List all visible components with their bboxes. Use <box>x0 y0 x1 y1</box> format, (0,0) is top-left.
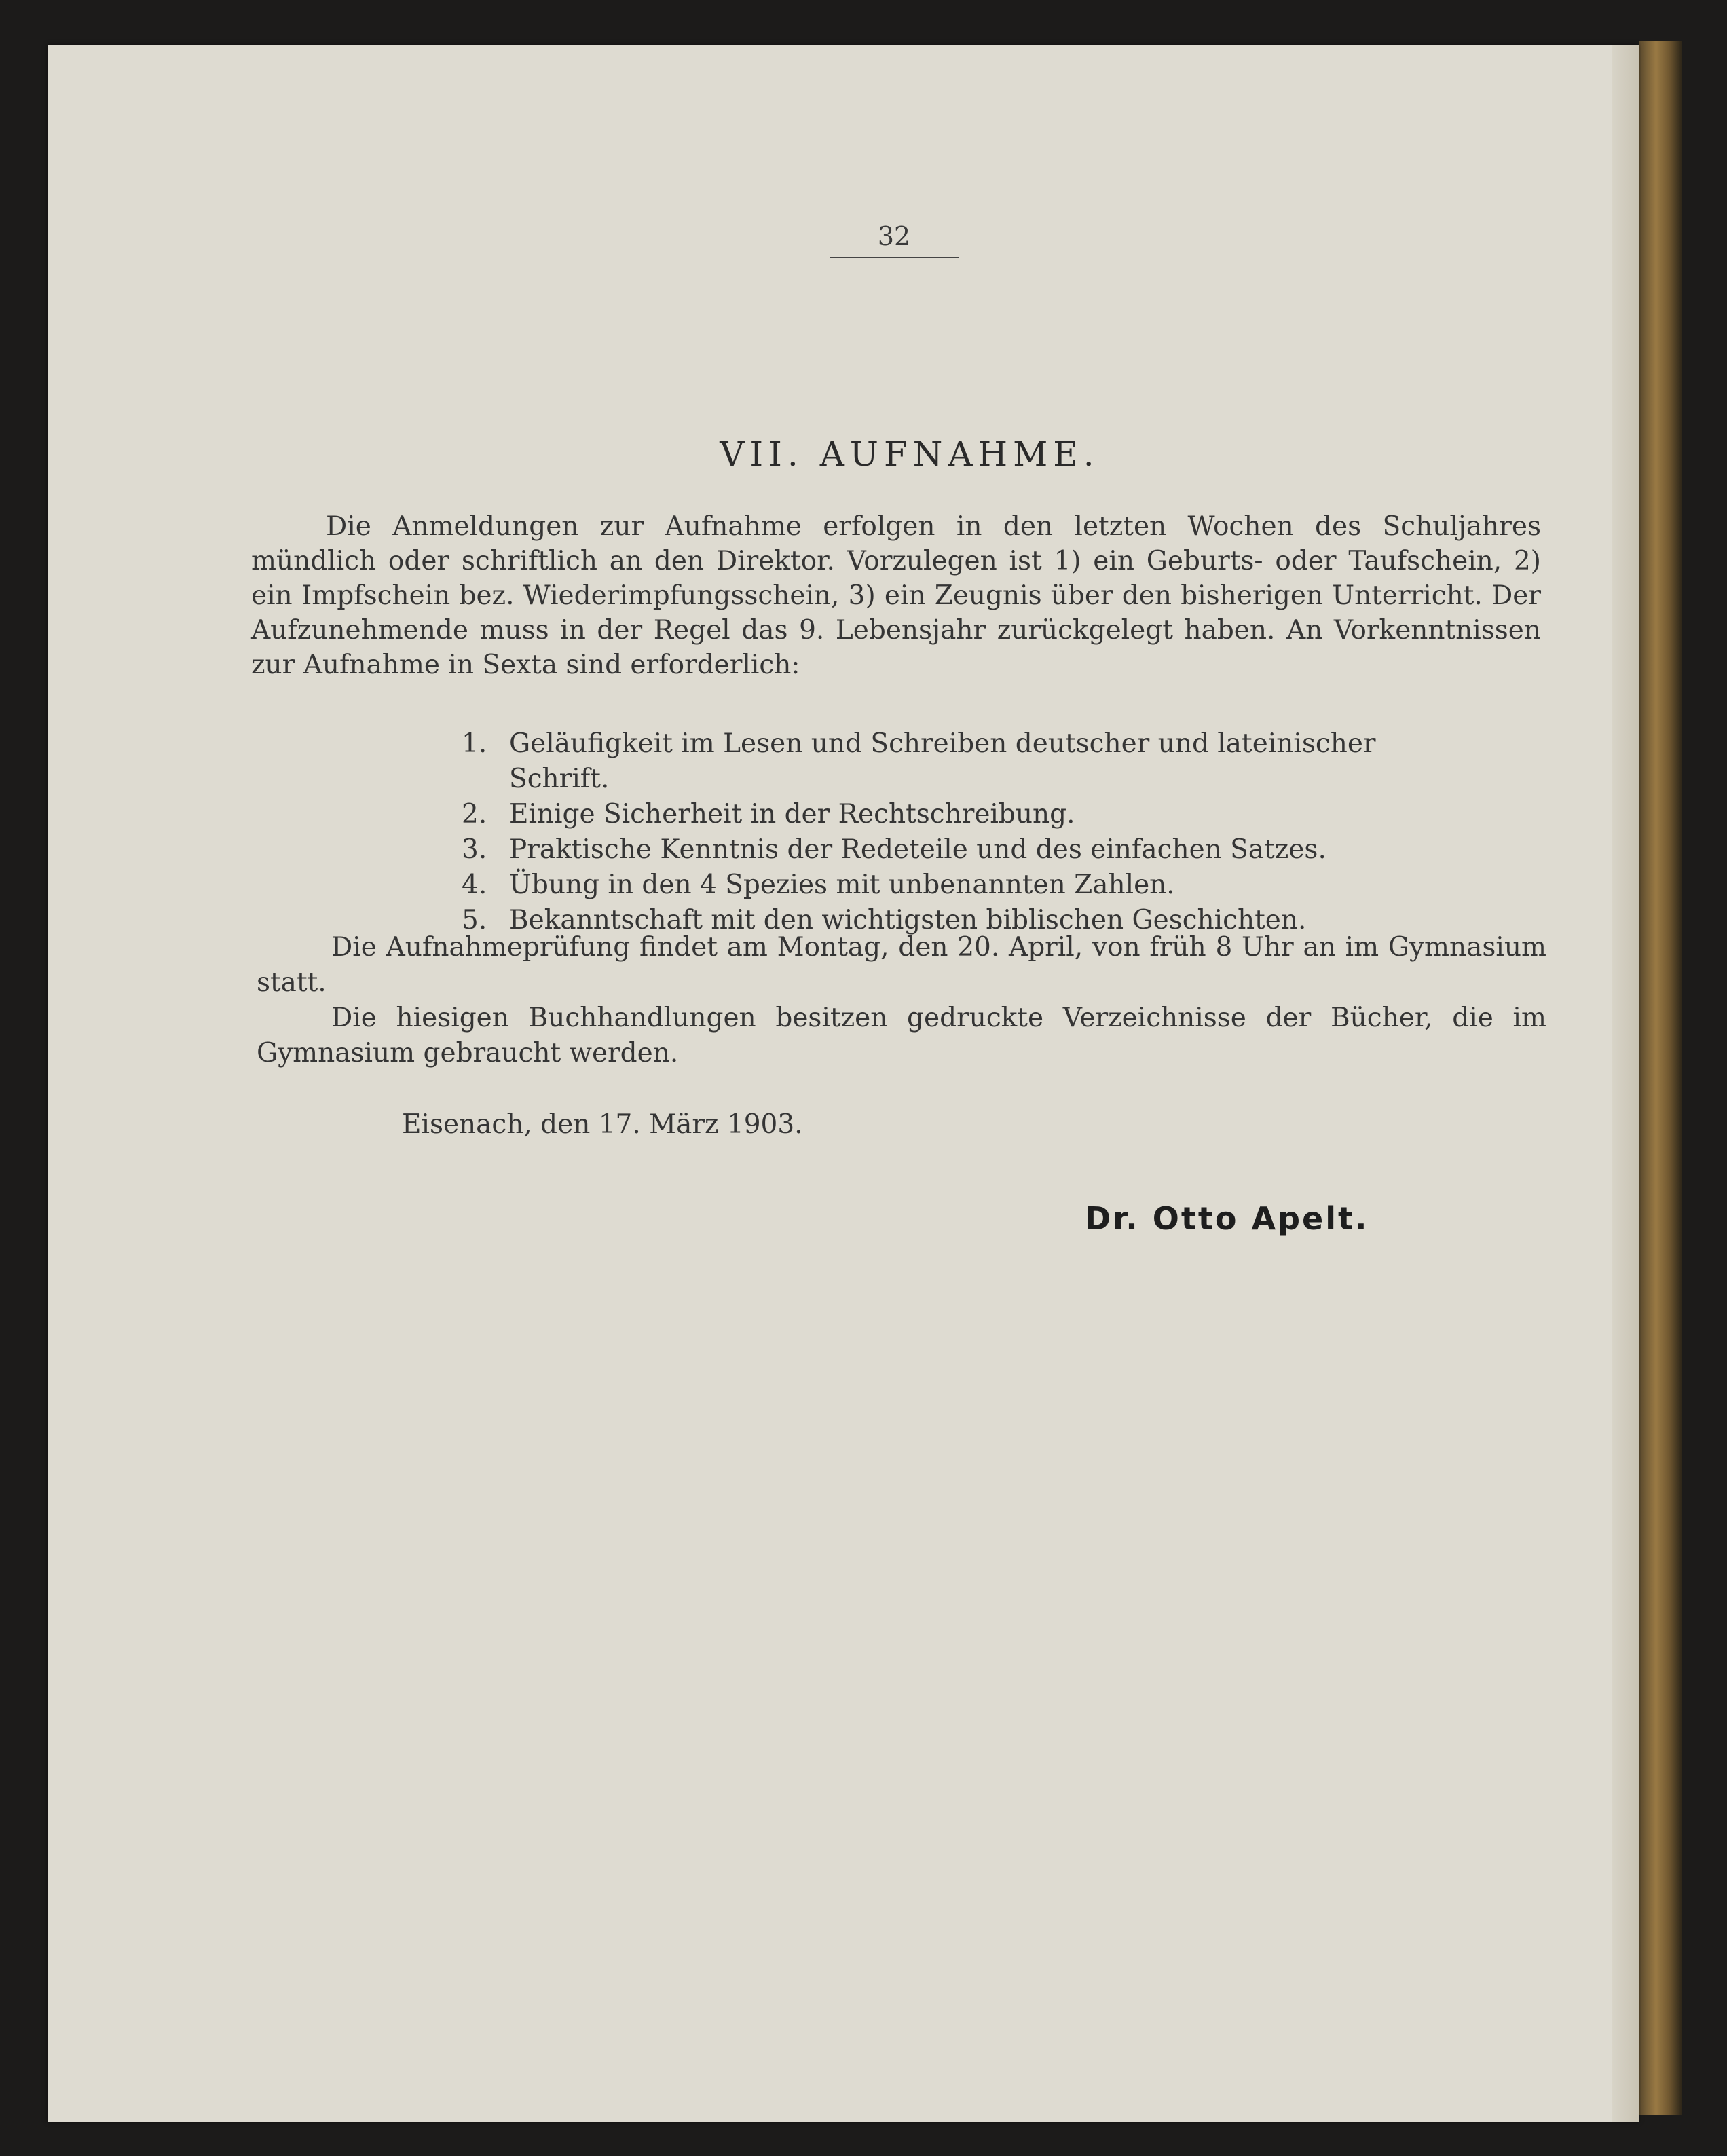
list-item-number: 4. <box>462 870 487 900</box>
list-item <box>462 726 1480 797</box>
book-edge <box>1639 41 1682 2115</box>
list-item-text: Einige Sicherheit in der Rechtschreibung. <box>509 799 1075 830</box>
page-number: 32 <box>830 221 959 258</box>
intro-text <box>251 509 1541 682</box>
list-item-text: Bekanntschaft mit den wichtigsten biblischen Geschichten. <box>509 905 1307 935</box>
closing-text <box>257 930 1546 1071</box>
place-date: Eisenach, den 17. März 1903. <box>402 1109 803 1140</box>
section-title: VII. AUFNAHME. <box>720 434 1100 474</box>
list-item-number: 5. <box>462 905 487 935</box>
exam-notice: Die Aufnahmeprüfung findet am Montag, den 20. April, von früh 8 Uhr an im Gymnasium statt. <box>257 932 1546 998</box>
list-item-text: Praktische Kenntnis der Redeteile und des einfachen Satzes. <box>509 834 1326 865</box>
list-item-text: Übung in den 4 Spezies mit unbenannten Zahlen. <box>509 870 1175 900</box>
list-item <box>462 868 1480 903</box>
intro-paragraph: Die Anmeldungen zur Aufnahme erfolgen in den letzten Wochen des Schuljahres mündlich oder schriftlich an den Direktor. Vorzulegen ist 1) ein Geburts- oder Taufschein, 2) ein Impfschein bez. Wiederimpfungsschein, 3) ein Zeugnis über den bisherigen Unterricht. Der Aufzunehmende muss in der Regel das 9. Lebensjahr zurückgelegt haben. An Vorkenntnissen zur Aufnahme in Sexta sind erforderlich: <box>251 511 1541 680</box>
list-item-number: 1. <box>462 728 487 759</box>
signature: Dr. Otto Apelt. <box>1085 1200 1369 1237</box>
list-item-number: 2. <box>462 799 487 830</box>
list-item-number: 3. <box>462 834 487 865</box>
list-item <box>462 797 1480 832</box>
list-item <box>462 832 1480 868</box>
document-page <box>48 45 1639 2122</box>
books-notice: Die hiesigen Buchhandlungen besitzen gedruckte Verzeichnisse der Bücher, die im Gymnasium gebraucht werden. <box>257 1003 1546 1068</box>
requirements-list <box>462 726 1480 938</box>
list-item-text: Geläufigkeit im Lesen und Schreiben deutscher und lateinischer Schrift. <box>509 728 1376 794</box>
